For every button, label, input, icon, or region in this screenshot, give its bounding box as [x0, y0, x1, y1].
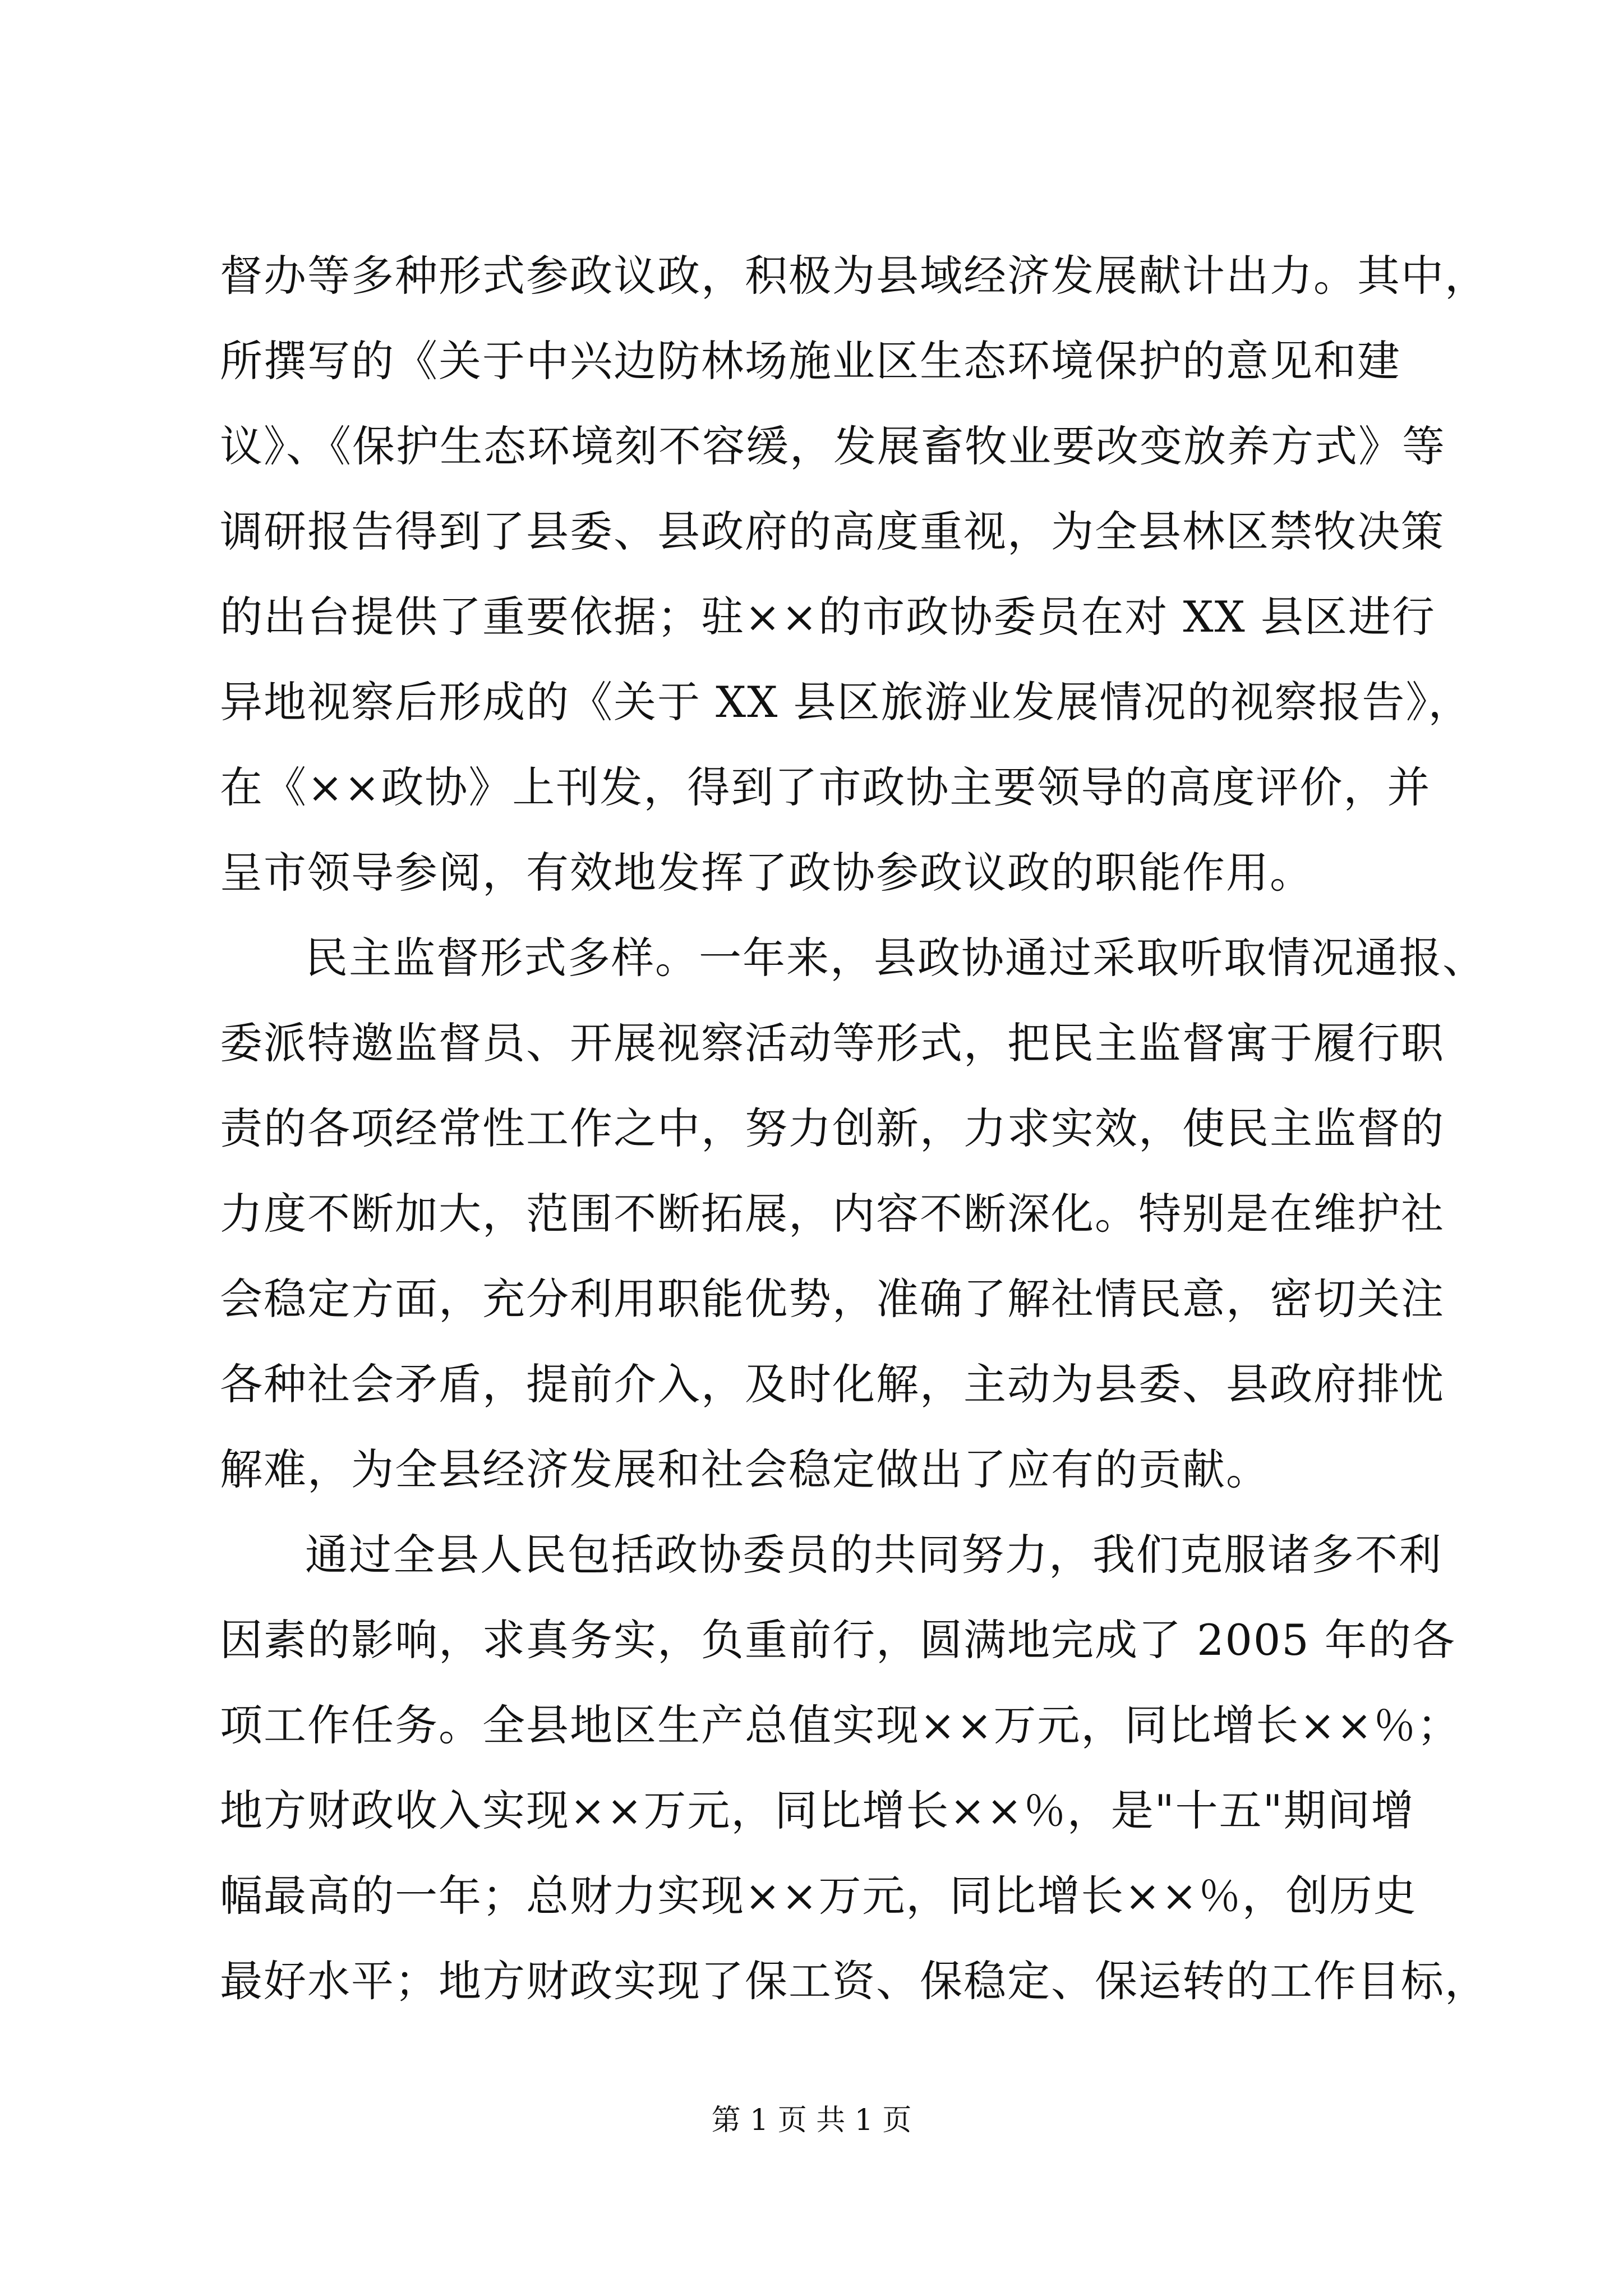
text-line: 幅最高的一年；总财力实现××万元，同比增长××％，创历史: [220, 1871, 1417, 1921]
paragraph-1: [220, 233, 1488, 915]
text-line: 解难，为全县经济发展和社会稳定做出了应有的贡献。: [220, 1444, 1270, 1494]
text-line: 通过全县人民包括政协委员的共同努力，我们克服诸多不利: [305, 1530, 1442, 1580]
text-line: 异地视察后形成的《关于 XX 县区旅游业发展情况的视察报告》，: [220, 677, 1472, 727]
text-line: 责的各项经常性工作之中，努力创新，力求实效，使民主监督的: [220, 1103, 1445, 1153]
text-line: 督办等多种形式参政议政，积极为县域经济发展献计出力。其中，: [220, 251, 1488, 301]
text-line: 最好水平；地方财政实现了保工资、保稳定、保运转的工作目标，: [220, 1956, 1488, 2006]
paragraph-2: [220, 915, 1486, 1512]
text-line: 在《××政协》上刊发，得到了市政协主要领导的高度评价，并: [220, 762, 1431, 812]
text-line: 各种社会矛盾，提前介入，及时化解，主动为县委、县政府排忧: [220, 1359, 1445, 1409]
text-line: 委派特邀监督员、开展视察活动等形式，把民主监督寓于履行职: [220, 1018, 1445, 1068]
text-line: 项工作任务。全县地区生产总值实现××万元，同比增长××％；: [220, 1700, 1461, 1750]
paragraph-3: [220, 1512, 1488, 2024]
document-body: [220, 233, 1488, 2024]
text-line: 地方财政收入实现××万元，同比增长××％，是"十五"期间增: [220, 1786, 1415, 1835]
text-line: 民主监督形式多样。一年来，县政协通过采取听取情况通报、: [305, 933, 1486, 983]
text-line: 调研报告得到了县委、县政府的高度重视，为全县林区禁牧决策: [220, 507, 1445, 556]
text-line: 力度不断加大，范围不断拓展，内容不断深化。特别是在维护社: [220, 1189, 1445, 1239]
text-line: 所撰写的《关于中兴边防林场施业区生态环境保护的意见和建: [220, 336, 1401, 386]
page-number-label: 第 1 页 共 1 页: [711, 2104, 912, 2137]
text-line: 因素的影响，求真务实，负重前行，圆满地完成了 2005 年的各: [220, 1615, 1456, 1665]
text-line: 呈市领导参阅，有效地发挥了政协参政议政的职能作用。: [220, 848, 1313, 898]
text-line: 议》、《保护生态环境刻不容缓，发展畜牧业要改变放养方式》等: [220, 421, 1446, 471]
text-line: 会稳定方面，充分利用职能优势，准确了解社情民意，密切关注: [220, 1274, 1445, 1324]
page-footer: [0, 2098, 1623, 2143]
text-line: 的出台提供了重要依据；驻××的市政协委员在对 XX 县区进行: [220, 592, 1436, 642]
